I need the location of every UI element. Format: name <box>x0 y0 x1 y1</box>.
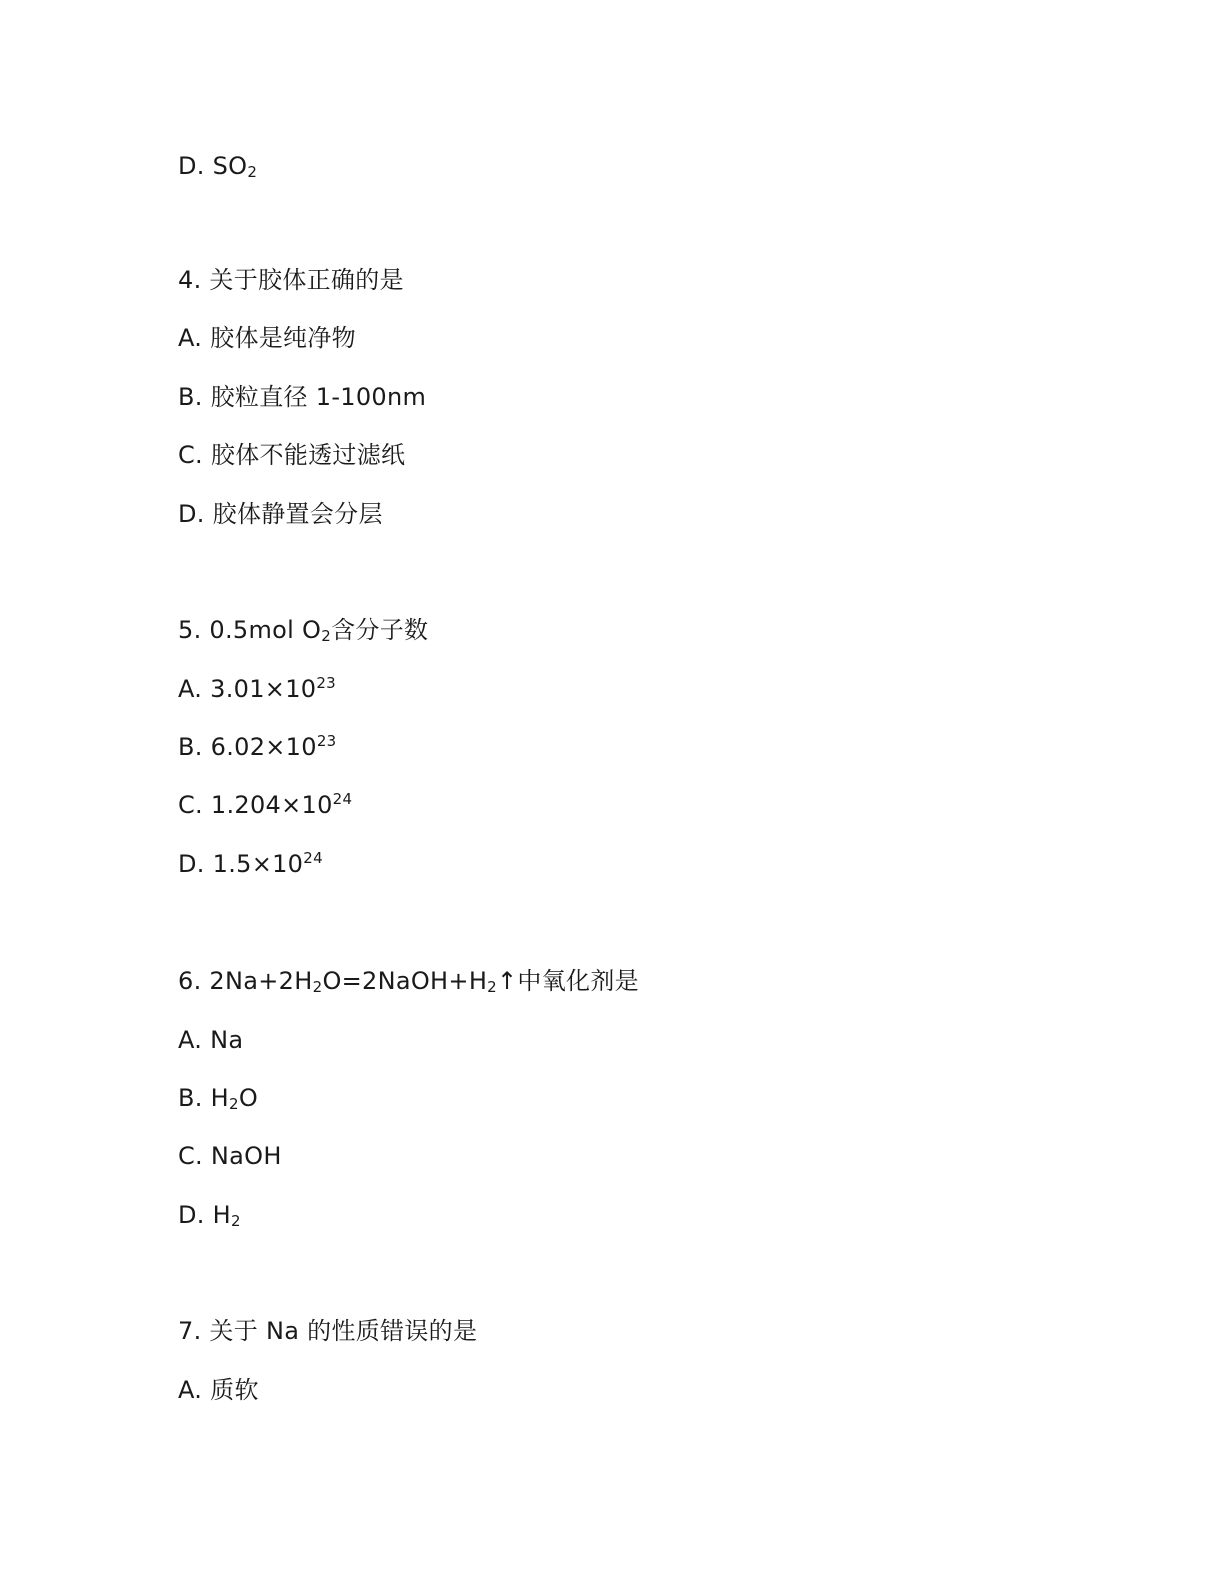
question-4-stem <box>178 265 404 295</box>
text-run: A. 胶体是纯净物 <box>178 324 356 352</box>
question-5-option-a <box>178 674 336 704</box>
superscript: 24 <box>332 790 353 808</box>
question-4-option-b <box>178 382 426 412</box>
question-7-stem <box>178 1316 477 1346</box>
question-4-option-c <box>178 440 405 470</box>
question-5-stem <box>178 615 428 645</box>
subscript: 2 <box>321 627 332 645</box>
question-5-option-c <box>178 790 352 820</box>
question-6-stem <box>178 966 639 996</box>
superscript: 24 <box>303 849 323 867</box>
text-run: A. Na <box>178 1026 244 1054</box>
subscript: 2 <box>487 978 498 996</box>
text-run: 5. 0.5mol O <box>178 616 322 644</box>
text-run: 6. 2Na+2H <box>178 967 313 995</box>
text-run: B. 胶粒直径 1-100nm <box>178 383 427 411</box>
text-run: C. 胶体不能透过滤纸 <box>178 441 406 469</box>
subscript: 2 <box>228 1095 239 1113</box>
text-run: B. H <box>178 1084 229 1112</box>
text-run: O=2NaOH+H <box>322 967 488 995</box>
text-run: D. 胶体静置会分层 <box>178 500 383 528</box>
text-run: C. 1.204×10 <box>178 791 333 819</box>
question-5-option-d <box>178 849 323 879</box>
question-6-option-c <box>178 1141 282 1171</box>
subscript: 2 <box>312 978 323 996</box>
text-run: D. SO <box>178 152 248 180</box>
text-run: A. 3.01×10 <box>178 675 317 703</box>
question-6-option-b <box>178 1083 258 1113</box>
text-run: B. 6.02×10 <box>178 733 317 761</box>
text-run: D. 1.5×10 <box>178 850 304 878</box>
text-run: A. 质软 <box>178 1376 259 1404</box>
question-4-option-a <box>178 323 356 353</box>
text-run: ↑中氧化剂是 <box>497 967 639 995</box>
subscript: 2 <box>231 1212 241 1230</box>
question-6-option-a <box>178 1025 243 1055</box>
option-d-previous <box>178 151 257 181</box>
text-run: 含分子数 <box>331 616 429 644</box>
text-run: 7. 关于 Na 的性质错误的是 <box>178 1317 478 1345</box>
question-4-option-d <box>178 499 383 529</box>
text-run: C. NaOH <box>178 1142 282 1170</box>
text-run: D. H <box>178 1201 231 1229</box>
superscript: 23 <box>316 674 337 692</box>
subscript: 2 <box>247 163 258 181</box>
text-run: O <box>238 1084 259 1112</box>
question-7-option-a <box>178 1375 259 1405</box>
superscript: 23 <box>316 732 337 750</box>
question-5-option-b <box>178 732 337 762</box>
question-6-option-d <box>178 1200 241 1230</box>
text-run: 4. 关于胶体正确的是 <box>178 266 404 294</box>
